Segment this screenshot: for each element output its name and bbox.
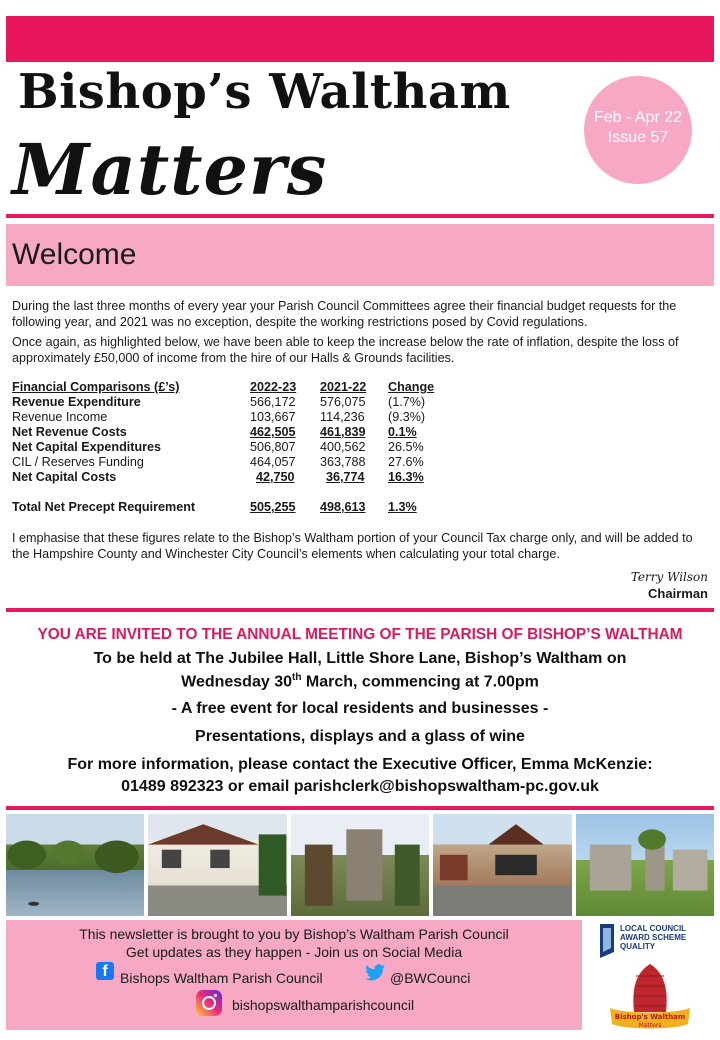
row-value-2022: 505,255 (250, 500, 296, 514)
row-label: Revenue Expenditure (12, 395, 141, 409)
award-line-2: AWARD SCHEME (620, 933, 687, 942)
row-value-2022: 103,667 (250, 410, 296, 424)
invitation-date: Wednesday 30 (181, 673, 292, 691)
welcome-paragraph-2: Once again, as highlighted below, we have been able to keep the increase below the rate of inflation, despite the loss of approximately £50,000 of income from the hire of our Halls & Grounds facilities. (12, 335, 679, 365)
row-change: 0.1% (388, 425, 417, 439)
row-change: 26.5% (388, 440, 424, 454)
row-value-2021: 114,236 (320, 410, 365, 424)
invitation-time: March, commencing at 7.00pm (301, 673, 539, 691)
row-change: (9.3%) (388, 410, 426, 424)
row-value-2022: 462,505 (250, 425, 296, 439)
row-label: Revenue Income (12, 410, 108, 424)
invitation-line-3: - A free event for local residents and businesses - (171, 700, 549, 717)
row-value-2022: 566,172 (250, 395, 296, 409)
twitter-link[interactable]: @BWCounci (390, 970, 471, 986)
finance-header-2022: 2022-23 (250, 380, 297, 394)
quality-award-text (620, 924, 714, 951)
award-line-1: LOCAL COUNCIL (620, 924, 687, 933)
photo-church (291, 814, 429, 916)
divider-rule (6, 214, 714, 218)
invitation-date-suffix: th (292, 672, 302, 683)
row-value-2021: 400,562 (320, 440, 366, 454)
finance-header-label: Financial Comparisons (£’s) (12, 380, 180, 394)
row-change: (1.7%) (388, 395, 426, 409)
row-value-2022: 464,057 (250, 455, 296, 469)
row-value-2022: 42,750 (256, 470, 295, 484)
row-label: Total Net Precept Requirement (12, 500, 196, 514)
row-value-2021: 36,774 (326, 470, 365, 484)
row-label: Net Capital Costs (12, 470, 117, 484)
invitation-line-2 (0, 672, 720, 691)
row-value-2021: 498,613 (320, 500, 366, 514)
twitter-icon[interactable] (364, 964, 386, 982)
divider-rule (6, 806, 714, 810)
signature: Terry Wilson (630, 570, 708, 584)
bishops-waltham-matters-logo (604, 962, 696, 1034)
photo-palace-ruins (576, 814, 714, 916)
signature-role: Chairman (648, 586, 708, 601)
row-change: 16.3% (388, 470, 424, 484)
photo-high-street (433, 814, 571, 916)
invitation-line-5: For more information, please contact the Executive Officer, Emma McKenzie: (67, 756, 653, 773)
masthead-title-line2: Matters (12, 128, 328, 211)
row-value-2022: 506,807 (250, 440, 296, 454)
invitation-line-4: Presentations, displays and a glass of wine (195, 728, 525, 745)
instagram-link[interactable]: bishopswalthamparishcouncil (232, 997, 415, 1013)
finance-header-change: Change (388, 380, 435, 394)
row-label: Net Capital Expenditures (12, 440, 162, 454)
row-label: Net Revenue Costs (12, 425, 127, 439)
facebook-icon[interactable]: f (96, 962, 114, 980)
row-label: CIL / Reserves Funding (12, 455, 144, 469)
invitation-heading: YOU ARE INVITED TO THE ANNUAL MEETING OF THE PARISH OF BISHOP’S WALTHAM (37, 626, 683, 643)
row-change: 27.6% (388, 455, 424, 469)
masthead-title-line1: Bishop’s Waltham (18, 64, 511, 120)
instagram-icon[interactable] (196, 990, 222, 1016)
row-value-2021: 461,839 (320, 425, 366, 439)
logo-text-line2: Matters (638, 1022, 662, 1029)
welcome-paragraph-3: I emphasise that these figures relate to the Bishop’s Waltham portion of your Council Tax charge only, and will be added to the Hampshire County and Winchester City Council’s elements when calculating your total charge. (12, 531, 693, 561)
logo-text-line1: Bishop's Waltham (614, 1013, 686, 1021)
welcome-paragraph-1: During the last three months of every year your Parish Council Committees agree their financial budget requests for the following year, and 2021 was no exception, despite the working restrictions posed by Covid regulations. (12, 299, 677, 329)
photo-street (148, 814, 286, 916)
award-line-3: QUALITY (620, 942, 656, 951)
issue-badge (584, 76, 692, 184)
issue-date: Feb - Apr 22 (593, 109, 683, 126)
top-banner-bar (6, 16, 714, 62)
finance-header-2021: 2021-22 (320, 380, 367, 394)
issue-number: Issue 57 (607, 129, 669, 146)
divider-rule (6, 608, 714, 612)
welcome-heading: Welcome (12, 238, 137, 271)
row-value-2021: 576,075 (320, 395, 366, 409)
facebook-link[interactable]: Bishops Waltham Parish Council (120, 970, 323, 986)
photo-strip (6, 814, 714, 916)
row-change: 1.3% (388, 500, 417, 514)
row-value-2021: 363,788 (320, 455, 366, 469)
invitation-line-6: 01489 892323 or email parishclerk@bishopswaltham-pc.gov.uk (121, 778, 599, 795)
photo-pond (6, 814, 144, 916)
footer-line-1: This newsletter is brought to you by Bishop’s Waltham Parish Council (79, 926, 509, 942)
footer-line-2: Get updates as they happen - Join us on Social Media (125, 944, 463, 960)
invitation-line-1: To be held at The Jubilee Hall, Little Shore Lane, Bishop’s Waltham on (93, 650, 627, 667)
